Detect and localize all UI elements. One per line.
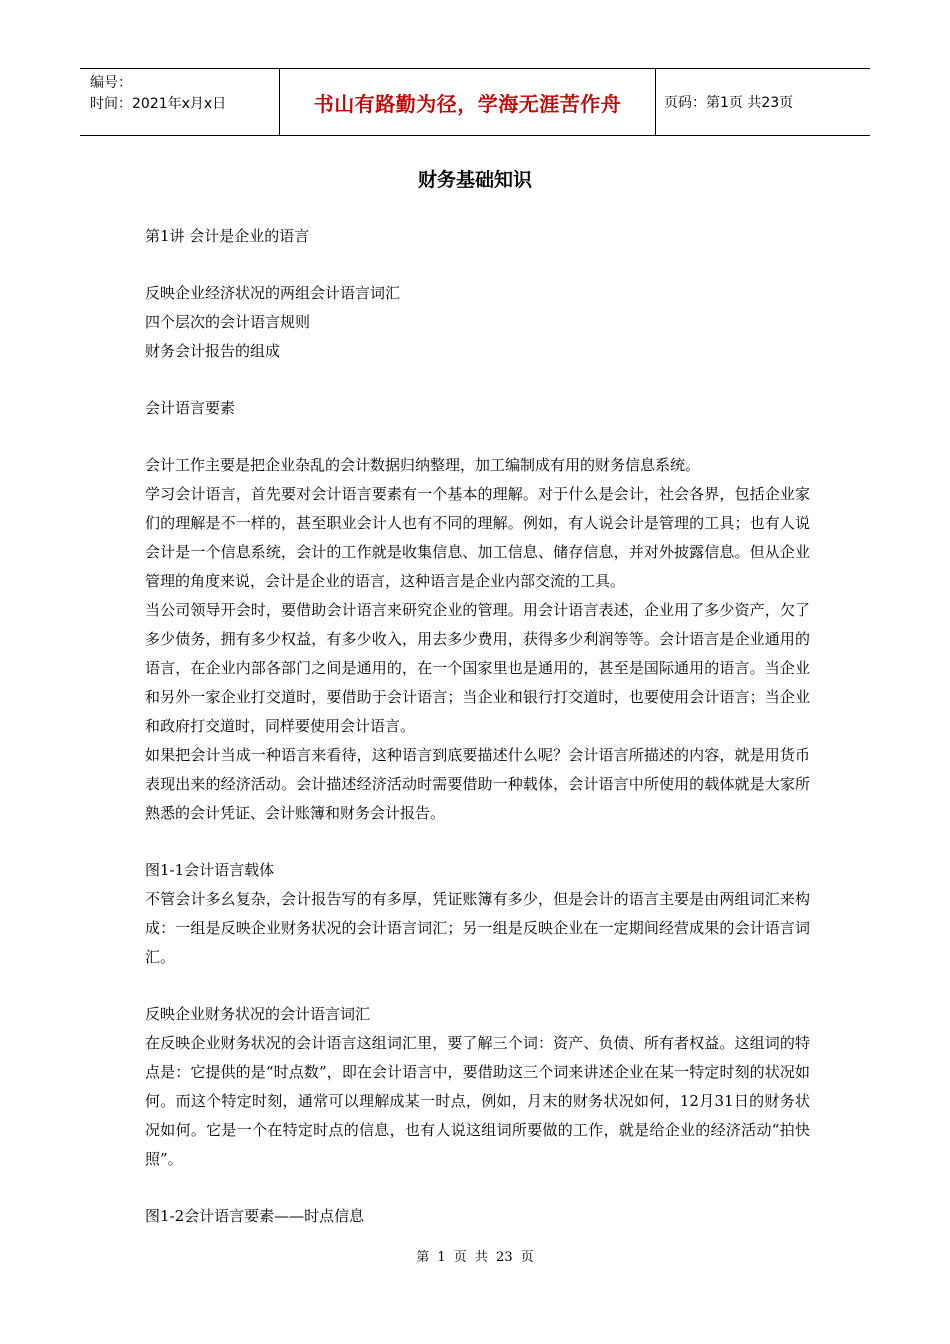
page-footer: 第 1 页 共 23 页: [416, 1250, 534, 1265]
code-label: 编号：: [90, 75, 132, 91]
paragraph: 如果把会计当成一种语言来看待，这种语言到底要描述什么呢？会计语言所描述的内容，就是用货币表现出来的经济活动。会计描述经济活动时需要借助一种载体，会计语言中所使用的载体就是大家所熟悉的会计凭证、会计账簿和财务会计报告。: [145, 746, 810, 822]
page-title: 财务基础知识: [417, 169, 532, 191]
outline-item: 反映企业经济状况的两组会计语言词汇: [145, 284, 401, 302]
section-heading: 反映企业财务状况的会计语言词汇: [145, 1005, 371, 1023]
figure-caption: 图1-2会计语言要素——时点信息: [145, 1207, 365, 1225]
outline-item: 四个层次的会计语言规则: [145, 313, 311, 331]
paragraph: 当公司领导开会时，要借助会计语言来研究企业的管理。用会计语言表述，企业用了多少资产，欠了多少债务，拥有多少权益，有多少收入，用去多少费用，获得多少利润等等。会计语言是企业通用的语言，在企业内部各部门之间是通用的，在一个国家里也是通用的，甚至是国际通用的语言。当企业和另外一家企业打交道时，要借助于会计语言；当企业和银行打交道时，也要使用会计语言；当企业和政府打交道时，同样要使用会计语言。: [145, 601, 810, 735]
document-header: [80, 68, 870, 136]
paragraph: 会计工作主要是把企业杂乱的会计数据归纳整理，加工编制成有用的财务信息系统。: [145, 456, 701, 474]
lecture-heading: 第1讲 会计是企业的语言: [145, 227, 310, 245]
paragraph: 在反映企业财务状况的会计语言这组词汇里，要了解三个词：资产、负债、所有者权益。这组词的特点是：它提供的是“时点数”，即在会计语言中，要借助这三个词来讲述企业在某一特定时刻的状况如何。而这个特定时刻，通常可以理解成某一时点，例如，月末的财务状况如何，12月31日的财务状况如何。它是一个在特定时点的信息，也有人说这组词所要做的工作，就是给企业的经济活动“拍快照”。: [145, 1034, 810, 1168]
document-body: [145, 222, 810, 1231]
figure-caption: 图1-1会计语言载体: [145, 861, 275, 879]
header-motto: 书山有路勤为径，学海无涯苦作舟: [280, 69, 656, 135]
section-heading: 会计语言要素: [145, 399, 236, 417]
outline-item: 财务会计报告的组成: [145, 342, 281, 360]
header-page-info: 页码：第1页 共23页: [664, 95, 794, 111]
paragraph: 不管会计多幺复杂，会计报告写的有多厚，凭证账簿有多少，但是会计的语言主要是由两组词汇来构成：一组是反映企业财务状况的会计语言词汇；另一组是反映企业在一定期间经营成果的会计语言词汇。: [145, 890, 810, 966]
paragraph: 学习会计语言，首先要对会计语言要素有一个基本的理解。对于什么是会计，社会各界，包括企业家们的理解是不一样的，甚至职业会计人也有不同的理解。例如，有人说会计是管理的工具；也有人说会计是一个信息系统，会计的工作就是收集信息、加工信息、储存信息，并对外披露信息。但从企业管理的角度来说，会计是企业的语言，这种语言是企业内部交流的工具。: [145, 485, 810, 590]
date-label: 时间：2021年x月x日: [90, 96, 227, 112]
header-meta: [80, 69, 280, 135]
